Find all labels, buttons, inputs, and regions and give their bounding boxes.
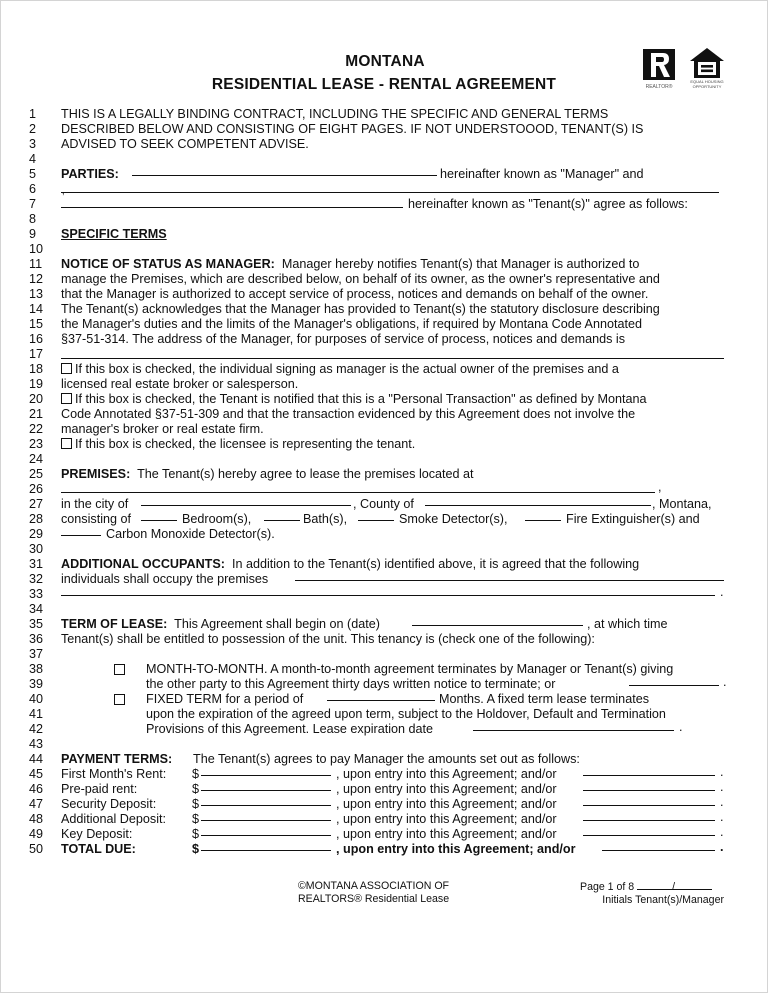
payment-row-label: Security Deposit: <box>61 797 157 811</box>
checkbox-text: Code Annotated §37-51-309 and that the transaction evidenced by this Agreement does not involve the <box>61 407 636 421</box>
payment-other-field[interactable] <box>583 809 715 821</box>
term-text: , at which time <box>587 617 668 631</box>
svg-text:EQUAL HOUSING: EQUAL HOUSING <box>690 79 724 84</box>
realtor-logo-icon <box>642 49 676 89</box>
notice-text: that the Manager is authorized to accept service of process, notices and demands on behalf of the owner. <box>61 287 649 301</box>
payment-row-label: First Month's Rent: <box>61 767 167 781</box>
page-number: Page 1 of 8 <box>580 881 635 893</box>
line-number: 41 <box>29 707 44 721</box>
line-number: 15 <box>29 317 44 331</box>
dollar-sign: $ <box>192 797 200 811</box>
line-number: 29 <box>29 527 44 541</box>
equal-housing-logo-icon <box>687 47 727 89</box>
city-field[interactable] <box>141 494 351 506</box>
payment-other-field[interactable] <box>583 779 715 791</box>
line-number: 38 <box>29 662 44 676</box>
line-number: 33 <box>29 587 44 601</box>
document-title: RESIDENTIAL LEASE - RENTAL AGREEMENT <box>211 76 557 93</box>
line-number: 34 <box>29 602 44 616</box>
personal-transaction-checkbox[interactable] <box>61 393 72 404</box>
line-number: 18 <box>29 362 44 376</box>
line-number: 20 <box>29 392 44 406</box>
dollar-sign: $ <box>192 767 200 781</box>
payment-amount-field[interactable] <box>201 809 331 821</box>
bedrooms-field[interactable] <box>141 509 177 521</box>
notice-text: Manager hereby notifies Tenant(s) that Manager is authorized to <box>281 257 640 271</box>
footer-page-info <box>580 880 724 907</box>
fixed-term-months-field[interactable] <box>327 689 435 701</box>
footer-copyright <box>298 880 449 906</box>
checkbox-text: If this box is checked, the licensee is representing the tenant. <box>75 437 416 451</box>
dollar-sign: $ <box>192 812 200 826</box>
line-number: 26 <box>29 482 44 496</box>
premises-label: PREMISES: <box>61 467 131 481</box>
line-number: 7 <box>29 197 37 211</box>
line-number: 24 <box>29 452 44 466</box>
consisting-label: consisting of <box>61 512 132 526</box>
line-number: 11 <box>29 257 43 271</box>
document-page: MONTANA RESIDENTIAL LEASE - RENTAL AGREEMENT REALTOR® EQUAL HOUSING OPPORTUNITY 1 2 3 4 5 6 7 8 9 10 11 12 13 14 15 16 17 18 19 20 21 22 23 24 25 26 27 28 29 30 31 32 33 34 35 36 37 38 39 40 41 42 43 44 45 46 47 48 49 50 THIS IS A LEGALLY BINDING CONTRACT, INCLUDING THE SPECIFIC AND GENERAL TERMS DESCRIBED BELOW AND CONSISTING OF EIGHT PAGES. IF NOT UNDERSTOOOD, TENANT(S) IS ADVISED TO SEEK COMPETENT ADVISE. PARTIES: hereinafter known as "Manager" and , hereinafter known as "Tenant(s)" agree as follows: SPECIFIC TERMS NOTICE OF STATUS AS MANAGER: Manager hereby notifies Tenant(s) that Manager is authorized to manage the Premises, which are described below, on behalf of its owner, as the owner's representative and that the Manager is authorized to accept service of process, notices and demands on behalf of the owner. The Tenant(s) acknowledges that the Manager has provided to Tenant(s) the statutory disclosure describing the Manager's duties and the limits of the Manager's obligations, if required by Montana Code Annotated §37-51-314. The address of the Manager, for purposes of service of process, notices and demands is If this box is checked, the individual signing as manager is the actual owner of the premises and a licensed real estate broker or salesperson. If this box is checked, the Tenant is notified that this is a "Personal Transaction" as defined by Montana Code Annotated §37-51-309 and that the transaction evidenced by this Agreement does not involve the manager's broker or real estate firm. If this box is checked, the licensee is representing the tenant. PREMISES: The Tenant(s) hereby agree to lease the premises located at , in the city of , County of , Montana, consisting of Bedroom(s), Bath(s), Smoke Detector(s), Fire Extinguisher(s) and Carbon Monoxide Detector(s). ADDITIONAL OCCUPANTS: In addition to the Tenant(s) identified above, it is agreed that the following individuals shall occupy the premises . TERM OF LEASE: This Agreement shall begin on (date) , at which time Tenant(s) shall be entitled to possession of the unit. This tenancy is (check one of the following): MONTH-TO-MONTH. A month-to-month agreement terminates by Manager or Tenant(s) giving the other party to this Agreement thirty days written notice to terminate; or . FIXED TERM for a period of Months. A fixed term lease terminates upon the expiration of the agreed upon term, subject to the Holdover, Default and Termination Provisions of this Agreement. Lease expiration date . PAYMENT TERMS: The Tenant(s) agrees to pay Manager the amounts set out as follows: First Month's Rent: $ , upon entry into this Agreement; and/or . Pre-paid rent: $ , upon entry into this Agreement; and/or . Security Deposit: $ , upon entry into this Agreement; and/or . Additional Deposit: $ , upon entry into this Agreement; and/or . Key Deposit: $ , upon entry into this Agreement; and/or . TOTAL DUE: $ , upon entry into this Agreement; and/or . ©MONTANA ASSOCIATION OF REALTORS® Residential Lease Page 1 of 8 / Initials Tenant(s)/Manager <box>0 0 768 993</box>
payment-row-label: TOTAL DUE: <box>61 842 136 856</box>
payment-text: The Tenant(s) agrees to pay Manager the amounts set out as follows: <box>193 752 580 766</box>
checkbox-text: manager's broker or real estate firm. <box>61 422 264 436</box>
line-number: 37 <box>29 647 44 661</box>
checkbox-text: If this box is checked, the Tenant is notified that this is a "Personal Transaction" as defined by Montana <box>75 392 647 406</box>
line-number: 47 <box>29 797 44 811</box>
occupants-field-1[interactable] <box>295 569 724 581</box>
manager-address-field[interactable] <box>61 347 724 359</box>
line-number: 1 <box>29 107 37 121</box>
payment-amount-field[interactable] <box>201 839 331 851</box>
payment-amount-field[interactable] <box>201 794 331 806</box>
upon-entry-text: , upon entry into this Agreement; and/or <box>336 782 557 796</box>
co-detectors-field[interactable] <box>61 524 101 536</box>
manager-initials-field[interactable] <box>674 880 712 890</box>
line-number: 35 <box>29 617 44 631</box>
checkbox-text: licensed real estate broker or salesperson. <box>61 377 299 391</box>
fixed-term-checkbox[interactable] <box>114 694 125 705</box>
line-number: 49 <box>29 827 44 841</box>
premises-address-field[interactable] <box>61 481 655 493</box>
line-number: 32 <box>29 572 44 586</box>
copyright-line: ©MONTANA ASSOCIATION OF <box>298 880 450 892</box>
line-number: 21 <box>29 407 44 421</box>
upon-entry-text: , upon entry into this Agreement; and/or <box>336 827 557 841</box>
line-number: 2 <box>29 122 37 136</box>
county-field[interactable] <box>425 494 651 506</box>
intro-line: THIS IS A LEGALLY BINDING CONTRACT, INCLUDING THE SPECIFIC AND GENERAL TERMS <box>61 107 609 121</box>
lease-expiration-date-field[interactable] <box>473 719 674 731</box>
notice-text: §37-51-314. The address of the Manager, for purposes of service of process, notices and demands is <box>61 332 626 346</box>
occupants-text: In addition to the Tenant(s) identified above, it is agreed that the following <box>231 557 640 571</box>
checkbox-text: If this box is checked, the individual signing as manager is the actual owner of the premises and a <box>75 362 619 376</box>
fixed-term-text: Provisions of this Agreement. Lease expiration date <box>146 722 434 736</box>
fixed-term-text: Months. A fixed term lease terminates <box>439 692 649 706</box>
upon-entry-text: , upon entry into this Agreement; and/or <box>336 767 557 781</box>
line-number: 25 <box>29 467 44 481</box>
co-detectors-label: Carbon Monoxide Detector(s). <box>106 527 275 541</box>
line-number: 12 <box>29 272 44 286</box>
upon-entry-text: , upon entry into this Agreement; and/or <box>336 812 557 826</box>
line-number: 31 <box>29 557 44 571</box>
specific-terms-heading: SPECIFIC TERMS <box>61 227 167 241</box>
month-to-month-text: MONTH-TO-MONTH. A month-to-month agreement terminates by Manager or Tenant(s) giving <box>146 662 674 676</box>
payment-amount-field[interactable] <box>201 779 331 791</box>
occupants-text: individuals shall occupy the premises <box>61 572 269 586</box>
manager-name-field[interactable] <box>132 164 437 176</box>
county-label: , County of <box>353 497 414 511</box>
line-number: 46 <box>29 782 44 796</box>
tenant-suffix: hereinafter known as "Tenant(s)" agree as follows: <box>408 197 688 211</box>
line-number: 3 <box>29 137 37 151</box>
licensee-checkbox[interactable] <box>61 438 72 449</box>
line-number: 30 <box>29 542 44 556</box>
line-number: 43 <box>29 737 44 751</box>
line-number: 50 <box>29 842 44 856</box>
lease-start-date-field[interactable] <box>412 614 583 626</box>
parties-comma: , <box>62 186 65 196</box>
baths-label: Bath(s), <box>303 512 348 526</box>
initials-label: Initials Tenant(s)/Manager <box>602 894 724 906</box>
line-number: 9 <box>29 227 37 241</box>
tenant-name-field-2[interactable] <box>61 196 403 208</box>
smoke-detectors-field[interactable] <box>358 509 394 521</box>
line-number: 5 <box>29 167 37 181</box>
line-number: 39 <box>29 677 44 691</box>
svg-text:OPPORTUNITY: OPPORTUNITY <box>692 84 722 89</box>
payment-label: PAYMENT TERMS: <box>61 752 173 766</box>
line-number: 19 <box>29 377 44 391</box>
payment-row-label: Key Deposit: <box>61 827 133 841</box>
payment-other-field[interactable] <box>602 839 715 851</box>
line-number: 6 <box>29 182 37 196</box>
payment-other-field[interactable] <box>583 764 715 776</box>
upon-entry-text: , upon entry into this Agreement; and/or <box>336 842 576 856</box>
copyright-line: REALTORS® Residential Lease <box>298 893 450 905</box>
initials-separator: / <box>672 881 676 893</box>
line-number: 22 <box>29 422 44 436</box>
fixed-term-text: upon the expiration of the agreed upon term, subject to the Holdover, Default and Termination <box>146 707 666 721</box>
line-number: 23 <box>29 437 44 451</box>
payment-row-label: Additional Deposit: <box>61 812 167 826</box>
month-to-month-checkbox[interactable] <box>114 664 125 675</box>
payment-other-field[interactable] <box>583 824 715 836</box>
intro-line: DESCRIBED BELOW AND CONSISTING OF EIGHT PAGES. IF NOT UNDERSTOOOD, TENANT(S) IS <box>61 122 644 136</box>
notice-text: The Tenant(s) acknowledges that the Manager has provided to Tenant(s) the statutory disclosure describing <box>61 302 660 316</box>
smoke-detectors-label: Smoke Detector(s), <box>399 512 508 526</box>
line-number: 10 <box>29 242 44 256</box>
line-number: 16 <box>29 332 44 346</box>
fixed-term-text: FIXED TERM for a period of <box>146 692 304 706</box>
dollar-sign: $ <box>192 782 200 796</box>
baths-field[interactable] <box>264 509 300 521</box>
month-to-month-field[interactable] <box>629 674 719 686</box>
line-number: 14 <box>29 302 44 316</box>
term-label: TERM OF LEASE: <box>61 617 168 631</box>
line-number: 4 <box>29 152 37 166</box>
bedrooms-label: Bedroom(s), <box>182 512 252 526</box>
line-number: 45 <box>29 767 44 781</box>
line-number: 48 <box>29 812 44 826</box>
tenant-name-field-1[interactable] <box>61 181 719 193</box>
line-number: 27 <box>29 497 44 511</box>
montana-label: , Montana, <box>652 497 712 511</box>
dollar-sign: $ <box>192 827 200 841</box>
line-number: 40 <box>29 692 44 706</box>
dollar-sign: $ <box>192 842 200 856</box>
occupants-field-2[interactable] <box>61 584 715 596</box>
manager-suffix: hereinafter known as "Manager" and <box>440 167 644 181</box>
upon-entry-text: , upon entry into this Agreement; and/or <box>336 797 557 811</box>
notice-label: NOTICE OF STATUS AS MANAGER: <box>61 257 275 271</box>
intro-line: ADVISED TO SEEK COMPETENT ADVISE. <box>61 137 309 151</box>
notice-text: the Manager's duties and the limits of the Manager's obligations, if required by Montana Code Annotated <box>61 317 642 331</box>
fire-extinguishers-field[interactable] <box>525 509 561 521</box>
city-label: in the city of <box>61 497 129 511</box>
premises-text: The Tenant(s) hereby agree to lease the premises located at <box>137 467 474 481</box>
notice-text: manage the Premises, which are described below, on behalf of its owner, as the owner's representative and <box>61 272 660 286</box>
payment-amount-field[interactable] <box>201 764 331 776</box>
line-number: 42 <box>29 722 44 736</box>
line-number: 17 <box>29 347 44 361</box>
parties-label: PARTIES: <box>61 167 119 181</box>
payment-other-field[interactable] <box>583 794 715 806</box>
payment-amount-field[interactable] <box>201 824 331 836</box>
line-number: 36 <box>29 632 44 646</box>
document-state-title: MONTANA <box>345 53 425 70</box>
term-text: Tenant(s) shall be entitled to possession of the unit. This tenancy is (check one of the following): <box>61 632 595 646</box>
month-to-month-text: the other party to this Agreement thirty days written notice to terminate; or <box>146 677 556 691</box>
line-number: 44 <box>29 752 44 766</box>
line-number: 13 <box>29 287 44 301</box>
fire-extinguishers-label: Fire Extinguisher(s) and <box>566 512 700 526</box>
term-text: This Agreement shall begin on (date) <box>174 617 380 631</box>
line-number: 8 <box>29 212 37 226</box>
tenant-initials-field[interactable] <box>637 880 675 890</box>
owner-checkbox[interactable] <box>61 363 72 374</box>
occupants-label: ADDITIONAL OCCUPANTS: <box>61 557 225 571</box>
line-number: 28 <box>29 512 44 526</box>
svg-text:REALTOR®: REALTOR® <box>645 84 673 89</box>
payment-row-label: Pre-paid rent: <box>61 782 138 796</box>
